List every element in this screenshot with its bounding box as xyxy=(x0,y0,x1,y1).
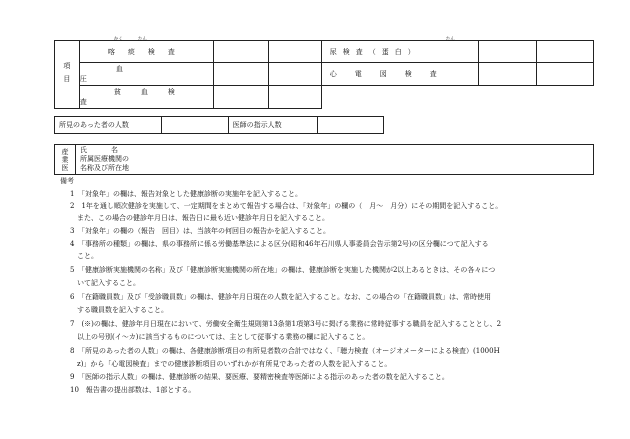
exam-row-1-value-2 xyxy=(268,41,321,63)
instructions-label-cell xyxy=(228,117,317,134)
exam-row-2-value-2 xyxy=(268,63,321,86)
section-label: 項目 xyxy=(62,61,71,88)
note-line: いて記入すること。 xyxy=(70,279,140,287)
note-line: また、この場合の健診年月日は、報告日に最も近い健診年月日を記入すること。 xyxy=(70,214,329,222)
exam-row-3-empty xyxy=(321,86,593,109)
exam-row-3-name-cell xyxy=(79,86,213,109)
note-line: 3 「対象年」の欄の（報告 回目）は、当該年の何回目の報告かを記入すること。 xyxy=(70,227,330,235)
note-line: 8 「所見のあった者の人数」の欄は、各健康診断項目の有所見者数の合計ではなく、「聴力検査（オージオメーターによる検査）(1000H xyxy=(70,347,500,355)
findings-label-cell xyxy=(55,117,162,134)
note-line: 6 「在籍職員数」及び「受診職員数」の欄は、健診年月日現在の人数を記入すること。なお、この場合の「在籍職員数」は、常時使用 xyxy=(70,293,491,301)
doctor-institution-label-2: 名称及び所在地 xyxy=(80,164,129,172)
doctor-name-label: 氏名 xyxy=(80,146,142,154)
note-line: z)」から「心電図検査」までの健康診断項目のいずれかが有所見であった者の人数を記入すること。 xyxy=(70,360,392,368)
doctor-label-cell xyxy=(55,145,76,175)
note-line: 9 「医師の指示人数」の欄は、健康診断の結果、要医療、要精密検査等医師による指示のあった者の数を記入すること。 xyxy=(70,373,449,381)
exam-row-3-value-2 xyxy=(268,86,321,109)
section-label-cell xyxy=(55,41,80,109)
exam-row-1-right-value-2 xyxy=(536,41,593,63)
exam-row-2-right-value-2 xyxy=(536,63,593,86)
exam-row-2-name-cell xyxy=(79,63,213,86)
note-line: 5 「健康診断実施機関の名称」及び「健康診断実施機関の所在地」の欄は、健康診断を実施した機関が2以上あるときは、その各々につ xyxy=(70,266,496,274)
doctor-label: 産業医 xyxy=(61,147,69,172)
exam-row-1-name: 喀痰検査 xyxy=(107,47,188,56)
note-line: 以上の号別(イ～カ)に該当するものについては、主として従事する業務の欄に記入すること。 xyxy=(70,333,370,341)
note-line: 7 (※)の欄は、健診年月日現在において、労働安全衛生規則第13条第1項第3号に掲げる業務に常時従事する職員を記入することとし、2 xyxy=(70,320,502,328)
note-line: 4 「事務所の種類」の欄は、県の事務所に係る労働基準法による区分(昭和46年石川県人事委員会告示第2号)の区分欄につて記入する xyxy=(70,240,489,248)
note-line: する職員数を記入すること。 xyxy=(70,306,168,314)
exam-row-1-right-ruby: たん xyxy=(445,37,455,42)
exam-row-1-right-value-1 xyxy=(479,41,536,63)
exam-row-2-value-1 xyxy=(213,63,268,86)
exam-row-2-right-name: 心電図検査 xyxy=(329,70,455,78)
findings-label: 所見のあった者の人数 xyxy=(59,121,129,129)
doctor-table xyxy=(54,144,594,175)
exam-row-1-right-name: 尿検査（蛋白） xyxy=(329,47,421,56)
note-line: こと。 xyxy=(70,252,98,260)
notes-heading: 備考 xyxy=(60,177,74,185)
doctor-fields-cell xyxy=(76,145,594,175)
exam-row-1-ruby-1: かく xyxy=(113,37,123,42)
note-line: 10 報告書の提出部数は、1部とする。 xyxy=(70,386,196,394)
instructions-label: 医師の指示人数 xyxy=(232,121,282,129)
exam-row-2-right-name-cell xyxy=(321,63,479,86)
findings-value-cell xyxy=(162,117,228,134)
exam-row-1-name-cell xyxy=(79,37,213,63)
exam-row-1-value-1 xyxy=(213,41,268,63)
exam-row-3-name: 貧血検査 xyxy=(79,88,195,106)
doctor-institution-label-1: 所属医療機関の xyxy=(80,155,129,163)
note-line: 2 1年を通し順次健診を実施して、一定期間をまとめて報告する場合は、「対象年」の欄の（ 月～ 月分）にその期間を記入すること。 xyxy=(70,202,503,210)
exam-row-3-value-1 xyxy=(213,86,268,109)
note-line: 1 「対象年」の欄は、報告対象とした健康診断の実施年を記入すること。 xyxy=(70,190,302,198)
summary-table xyxy=(54,116,384,134)
exam-row-2-name: 血圧 xyxy=(79,65,203,83)
instructions-value-cell xyxy=(317,117,383,134)
exam-row-1-ruby-2: たん xyxy=(137,37,147,42)
exam-items-table xyxy=(54,37,594,109)
exam-row-2-right-value-1 xyxy=(479,63,536,86)
exam-row-1-right-name-cell xyxy=(321,37,479,63)
